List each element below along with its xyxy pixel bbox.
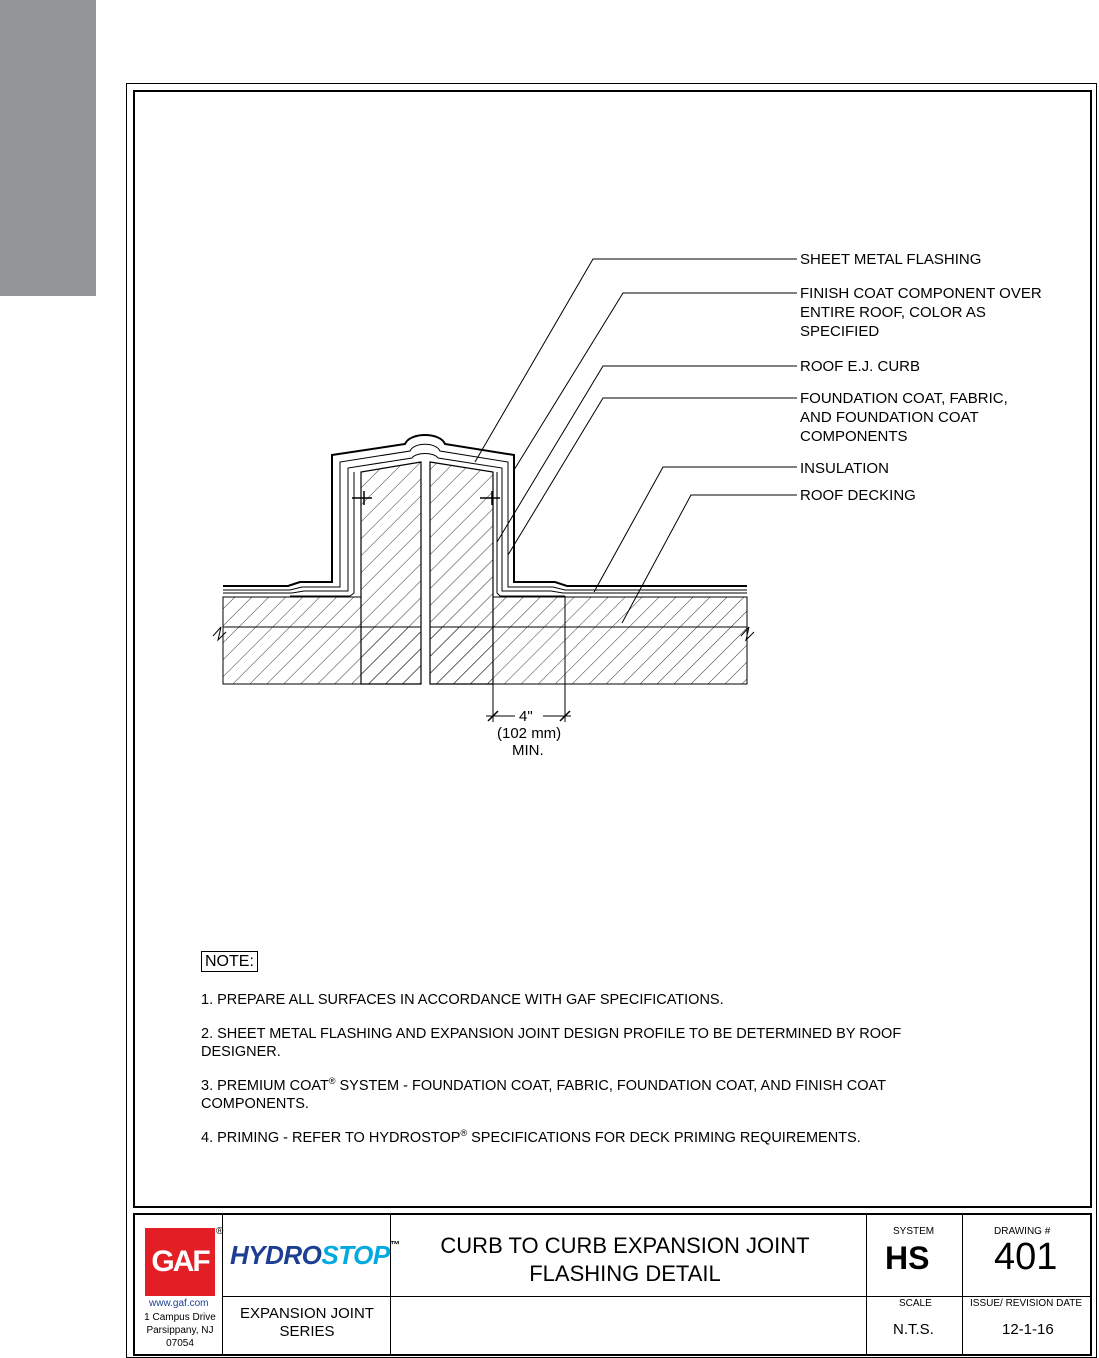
series-label: EXPANSION JOINT SERIES: [240, 1305, 374, 1340]
membrane-line-4: [290, 472, 354, 596]
note-2: 2. SHEET METAL FLASHING AND EXPANSION JOINT DESIGN PROFILE TO BE DETERMINED BY ROOF DESIGNER.: [201, 1026, 902, 1060]
gaf-address-2: Parsippany, NJ: [146, 1325, 214, 1336]
callout-insulation: INSULATION: [800, 460, 889, 477]
note-1: 1. PREPARE ALL SURFACES IN ACCORDANCE WITH GAF SPECIFICATIONS.: [201, 992, 724, 1008]
hydrostop-logo: HYDROSTOP™: [230, 1240, 400, 1270]
tb-divider-4: [962, 1215, 963, 1354]
note-3: 3. PREMIUM COAT® SYSTEM - FOUNDATION COAT, FABRIC, FOUNDATION COAT, AND FINISH COAT COMPONENTS.: [201, 1076, 886, 1112]
notes-heading: NOTE:: [201, 951, 258, 972]
gaf-address-3: 07054: [166, 1338, 194, 1349]
callout-sheet-metal-flashing: SHEET METAL FLASHING: [800, 251, 982, 268]
leader-foundation: [508, 398, 797, 555]
scale-label: SCALE: [899, 1298, 932, 1309]
note-4: 4. PRIMING - REFER TO HYDROSTOP® SPECIFICATIONS FOR DECK PRIMING REQUIREMENTS.: [201, 1128, 861, 1146]
curb-right: [430, 462, 493, 684]
callout-roof-ej-curb: ROOF E.J. CURB: [800, 358, 921, 375]
leader-curb: [497, 366, 797, 542]
dimension-qualifier: MIN.: [512, 742, 544, 759]
tb-divider-2: [390, 1215, 391, 1354]
revision-date-label: ISSUE/ REVISION DATE: [970, 1298, 1083, 1309]
gaf-address-1: 1 Campus Drive: [144, 1312, 216, 1323]
dimension-metric: (102 mm): [497, 725, 562, 742]
scale-value: N.T.S.: [893, 1321, 934, 1338]
leader-insulation: [594, 467, 797, 592]
gaf-registered-mark: ®: [216, 1226, 224, 1237]
drawing-number-label: DRAWING #: [994, 1226, 1051, 1237]
revision-date-value: 12-1-16: [1002, 1321, 1054, 1338]
callout-roof-decking: ROOF DECKING: [800, 487, 916, 504]
callout-foundation-coat: FOUNDATION COAT, FABRIC, AND FOUNDATION COAT COMPONENTS: [800, 390, 1008, 445]
curb-left: [361, 462, 421, 684]
system-label: SYSTEM: [893, 1226, 935, 1237]
leader-sheet-metal: [475, 259, 797, 462]
tb-divider-h: [222, 1296, 1090, 1297]
insulation-right: [493, 597, 747, 627]
membrane-line-5: [497, 472, 565, 596]
gaf-website: www.gaf.com: [149, 1298, 209, 1309]
system-value: HS: [885, 1240, 930, 1276]
drawing-title: CURB TO CURB EXPANSION JOINT FLASHING DETAIL: [440, 1233, 810, 1286]
drawing-number-value: 401: [994, 1236, 1058, 1278]
dimension-value: 4": [519, 708, 533, 725]
gaf-logo: GAF: [145, 1228, 215, 1296]
callout-finish-coat: FINISH COAT COMPONENT OVER ENTIRE ROOF, COLOR AS SPECIFIED: [800, 285, 1042, 340]
insulation-left: [223, 597, 361, 627]
tb-divider-3: [866, 1215, 867, 1354]
